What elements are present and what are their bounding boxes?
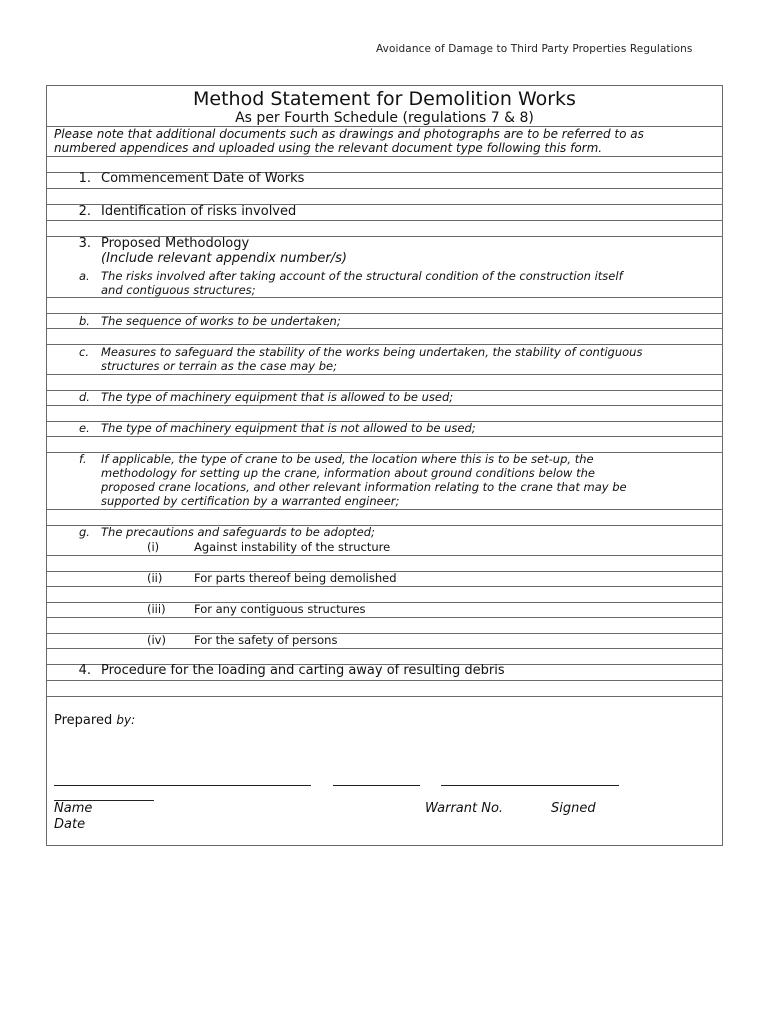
divider xyxy=(47,509,722,510)
item-label: The type of machinery equipment that is allowed to be used; xyxy=(101,390,454,404)
signed-line[interactable] xyxy=(441,785,619,786)
divider xyxy=(47,297,722,298)
subitem-label: Against instability of the structure xyxy=(194,540,391,554)
subitem-roman: (ii) xyxy=(147,571,163,585)
subitem-label: For the safety of persons xyxy=(194,633,338,647)
divider xyxy=(47,436,722,437)
item-label: supported by certification by a warranted engineer; xyxy=(101,494,400,508)
item-letter: d. xyxy=(79,390,90,404)
item-label: The type of machinery equipment that is not allowed to be used; xyxy=(101,421,476,435)
item-label: structures or terrain as the case may be; xyxy=(101,359,338,373)
item-letter: c. xyxy=(79,345,89,359)
subitem-roman: (iii) xyxy=(147,602,166,616)
item-letter: a. xyxy=(79,269,90,283)
form-subtitle: As per Fourth Schedule (regulations 7 & 8) xyxy=(235,110,534,126)
name-label: Name xyxy=(54,801,93,816)
date-label: Date xyxy=(54,817,86,832)
warrant-label: Warrant No. xyxy=(425,801,504,816)
subitem-label: For parts thereof being demolished xyxy=(194,571,397,585)
divider xyxy=(47,156,722,157)
divider xyxy=(47,188,722,189)
divider xyxy=(47,374,722,375)
method-statement-form xyxy=(46,85,723,846)
subitem-label: For any contiguous structures xyxy=(194,602,366,616)
signed-label: Signed xyxy=(551,801,596,816)
item-label: The sequence of works to be undertaken; xyxy=(101,314,341,328)
warrant-line[interactable] xyxy=(333,785,420,786)
item-letter: e. xyxy=(79,421,90,435)
section-commencement-date: Commencement Date of Works xyxy=(101,171,305,186)
prepared-by-label: Prepared by: xyxy=(54,713,136,728)
section-methodology-note: (Include relevant appendix number/s) xyxy=(101,251,347,266)
section-number: 3. xyxy=(78,236,91,251)
form-note: numbered appendices and uploaded using the relevant document type following this form. xyxy=(54,141,603,155)
item-label: Measures to safeguard the stability of the works being undertaken, the stability of contiguous xyxy=(101,345,643,359)
item-letter: f. xyxy=(79,452,87,466)
divider xyxy=(47,555,722,556)
divider xyxy=(47,328,722,329)
divider xyxy=(47,617,722,618)
item-label: proposed crane locations, and other relevant information relating to the crane that may be xyxy=(101,480,627,494)
section-number: 2. xyxy=(78,204,91,219)
item-letter: g. xyxy=(79,525,90,539)
page-header: Avoidance of Damage to Third Party Properties Regulations xyxy=(376,43,693,55)
section-debris: Procedure for the loading and carting away of resulting debris xyxy=(101,663,505,678)
item-label: The precautions and safeguards to be adopted; xyxy=(101,525,375,539)
divider xyxy=(47,405,722,406)
section-methodology: Proposed Methodology xyxy=(101,236,250,251)
answer-row[interactable] xyxy=(47,696,722,697)
subitem-roman: (iv) xyxy=(147,633,166,647)
divider xyxy=(47,680,722,681)
form-title: Method Statement for Demolition Works xyxy=(193,88,576,110)
divider xyxy=(47,220,722,221)
item-label: The risks involved after taking account of the structural condition of the construction itself xyxy=(101,269,623,283)
item-letter: b. xyxy=(79,314,90,328)
section-number: 1. xyxy=(78,171,91,186)
section-risks: Identification of risks involved xyxy=(101,204,297,219)
name-line[interactable] xyxy=(54,785,311,786)
section-number: 4. xyxy=(78,663,91,678)
item-label: If applicable, the type of crane to be used, the location where this is to be set-up, the xyxy=(101,452,594,466)
item-label: methodology for setting up the crane, information about ground conditions below the xyxy=(101,466,595,480)
form-note: Please note that additional documents such as drawings and photographs are to be referred to as xyxy=(54,127,644,141)
subitem-roman: (i) xyxy=(147,540,160,554)
divider xyxy=(47,586,722,587)
item-label: and contiguous structures; xyxy=(101,283,256,297)
divider xyxy=(47,648,722,649)
